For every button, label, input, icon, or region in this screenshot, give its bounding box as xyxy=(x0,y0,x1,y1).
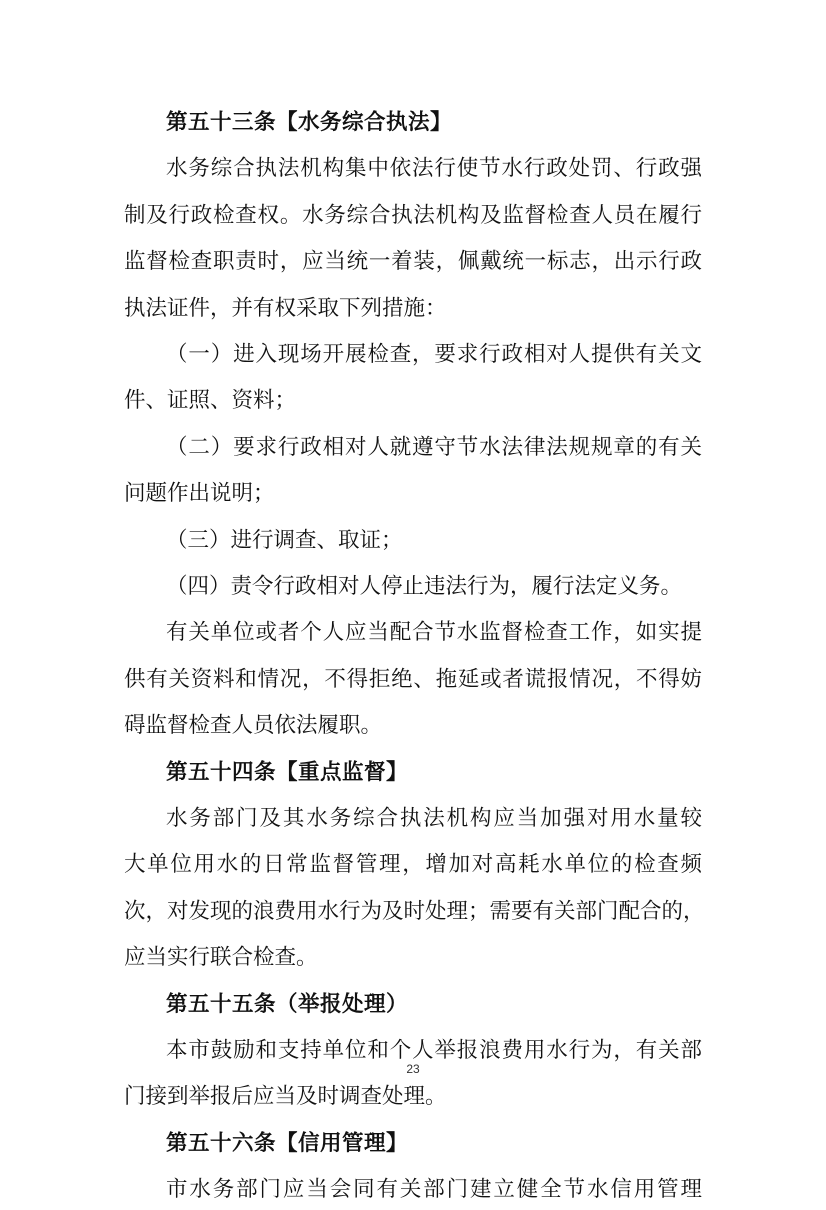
paragraph-line: （二）要求行政相对人就遵守节水法律法规规章的有关 xyxy=(166,434,702,460)
paragraph-line: 大单位用水的日常监督管理，增加对高耗水单位的检查频 xyxy=(124,852,702,878)
paragraph-line: （四）责令行政相对人停止违法行为，履行法定义务。 xyxy=(166,574,683,599)
paragraph-line: 制及行政检查权。水务综合执法机构及监督检查人员在履行 xyxy=(124,202,702,228)
paragraph-line: 应当实行联合检查。 xyxy=(124,945,318,971)
paragraph-line: 本市鼓励和支持单位和个人举报浪费用水行为，有关部 xyxy=(166,1038,702,1063)
article-heading: 第五十六条【信用管理】 xyxy=(166,1130,409,1156)
page-number: 23 xyxy=(406,1062,420,1076)
paragraph-line: 水务综合执法机构集中依法行使节水行政处罚、行政强 xyxy=(166,156,702,182)
article-heading: 第五十三条【水务综合执法】 xyxy=(166,110,453,135)
paragraph-line: 次，对发现的浪费用水行为及时处理；需要有关部门配合的， xyxy=(124,898,705,924)
paragraph-line: 门接到举报后应当及时调查处理。 xyxy=(124,1084,447,1110)
paragraph-line: （三）进行调查、取证； xyxy=(166,527,403,553)
paragraph-line: 碍监督检查人员依法履职。 xyxy=(124,713,383,739)
paragraph-line: 问题作出说明； xyxy=(124,481,275,507)
paragraph-line: 件、证照、资料； xyxy=(124,388,297,414)
paragraph-line: 市水务部门应当会同有关部门建立健全节水信用管理 xyxy=(166,1177,702,1203)
paragraph-line: （一）进入现场开展检查，要求行政相对人提供有关文 xyxy=(166,342,702,367)
paragraph-line: 水务部门及其水务综合执法机构应当加强对用水量较 xyxy=(166,806,702,831)
paragraph-line: 供有关资料和情况，不得拒绝、拖延或者谎报情况，不得妨 xyxy=(124,666,702,692)
article-heading: 第五十五条（举报处理） xyxy=(166,991,409,1017)
article-heading: 第五十四条【重点监督】 xyxy=(166,759,409,785)
paragraph-line: 有关单位或者个人应当配合节水监督检查工作，如实提 xyxy=(166,620,702,646)
paragraph-line: 执法证件，并有权采取下列措施： xyxy=(124,295,447,321)
paragraph-line: 监督检查职责时，应当统一着装，佩戴统一标志，出示行政 xyxy=(124,249,702,275)
